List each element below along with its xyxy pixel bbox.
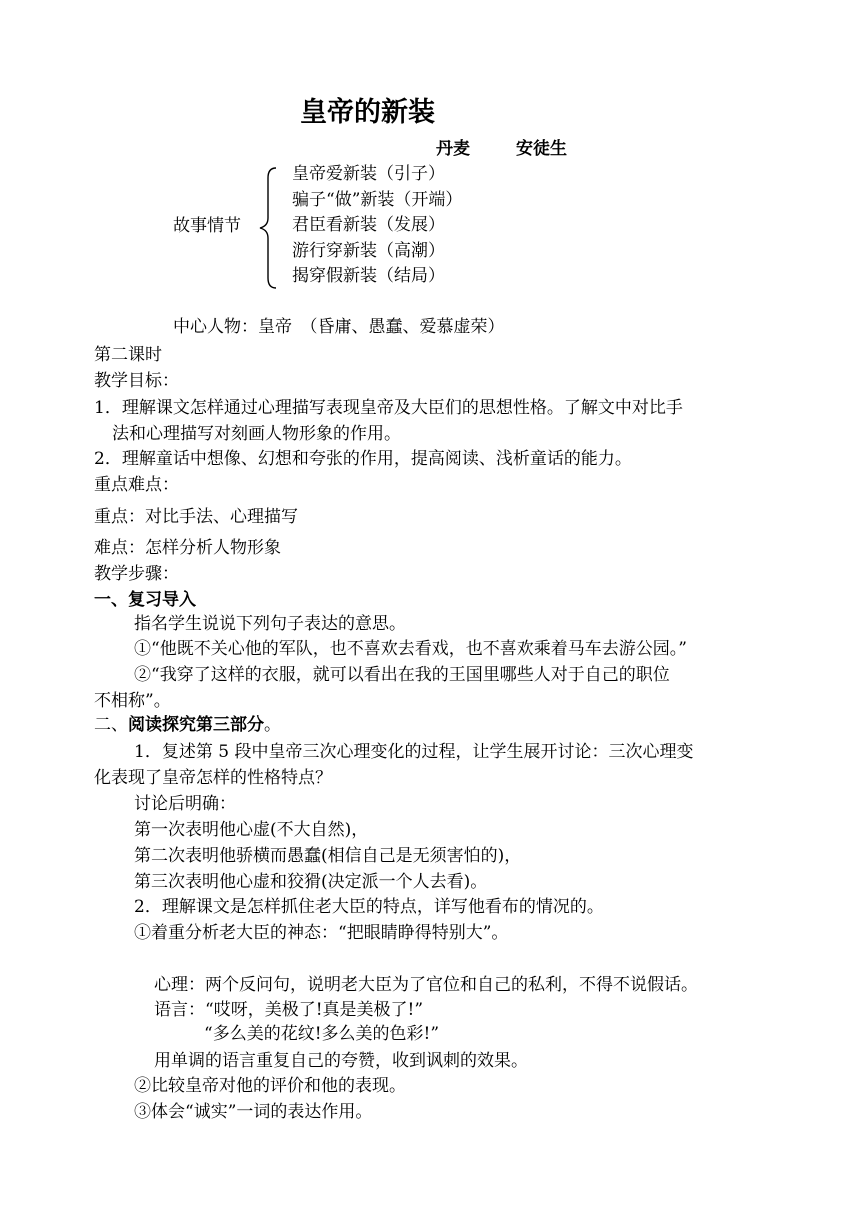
step-2-suffix: 。	[264, 715, 281, 735]
step-1-text: 指名学生说说下列句子表达的意思。	[134, 614, 406, 634]
author-country: 丹麦	[436, 139, 470, 159]
question-2: 2．理解课文是怎样抓住老大臣的特点，详写他看布的情况的。	[134, 897, 604, 917]
lesson-label: 第二课时	[94, 345, 162, 365]
brace-icon	[256, 166, 280, 290]
question-1-line-1: 1．复述第 5 段中皇帝三次心理变化的过程，让学生展开讨论：三次心理变	[134, 742, 694, 762]
central-character: 中心人物：皇帝 （昏庸、愚蠢、爱慕虚荣）	[173, 317, 505, 337]
step-2-prefix: 二、	[94, 715, 128, 735]
plot-label: 故事情节	[173, 216, 241, 236]
quote-2-line-2: 不相称”。	[94, 691, 171, 711]
plot-item-5: 揭穿假新装（结局）	[292, 266, 445, 286]
goal-1-line-1: 1．理解课文怎样通过心理描写表现皇帝及大臣们的思想性格。了解文中对比手	[94, 398, 683, 418]
second-change: 第二次表明他骄横而愚蠢(相信自己是无须害怕的)，	[134, 846, 522, 866]
speech-line-2: “多么美的花纹!多么美的色彩!”	[204, 1024, 440, 1044]
psychology-note: 心理：两个反问句，说明老大臣为了官位和自己的私利，不得不说假话。	[154, 975, 698, 995]
plot-item-1: 皇帝爱新装（引子）	[292, 164, 445, 184]
speech-line-1: 语言：“哎呀，美极了!真是美极了!”	[154, 1000, 424, 1020]
question-2-point-1: ①着重分析老大臣的神态：“把眼睛睁得特别大”。	[134, 923, 509, 943]
plot-item-3: 君臣看新装（发展）	[292, 215, 445, 235]
step-1-heading: 一、复习导入	[94, 590, 196, 610]
quote-1: ①“他既不关心他的军队，也不喜欢去看戏，也不喜欢乘着马车去游公园。”	[134, 639, 687, 659]
discussion-label: 讨论后明确：	[134, 794, 236, 814]
key-point: 重点：对比手法、心理描写	[94, 507, 298, 527]
document-title: 皇帝的新装	[300, 97, 435, 128]
goal-1-line-2: 法和心理描写对刻画人物形象的作用。	[112, 424, 401, 444]
plot-item-4: 游行穿新装（高潮）	[292, 241, 445, 261]
question-2-point-2: ②比较皇帝对他的评价和他的表现。	[134, 1076, 406, 1096]
question-2-point-3: ③体会“诚实”一词的表达作用。	[134, 1102, 373, 1122]
step-2-heading	[94, 714, 281, 736]
key-heading: 重点难点：	[94, 475, 179, 495]
author-name: 安徒生	[516, 139, 567, 159]
quote-2-line-1: ②“我穿了这样的衣服，就可以看出在我的王国里哪些人对于自己的职位	[134, 665, 670, 685]
first-change: 第一次表明他心虚(不大自然)，	[134, 820, 369, 840]
third-change: 第三次表明他心虚和狡猾(决定派一个人去看)。	[134, 872, 488, 892]
question-1-line-2: 化表现了皇帝怎样的性格特点？	[94, 768, 332, 788]
goals-heading: 教学目标：	[94, 371, 179, 391]
steps-heading: 教学步骤：	[94, 564, 179, 584]
plot-item-2: 骗子“做”新装（开端）	[292, 190, 463, 210]
difficulty: 难点：怎样分析人物形象	[94, 538, 281, 558]
goal-2: 2．理解童话中想像、幻想和夸张的作用，提高阅读、浅析童话的能力。	[94, 449, 632, 469]
step-2-title: 阅读探究第三部分	[128, 715, 264, 735]
irony-note: 用单调的语言重复自己的夸赞，收到讽刺的效果。	[154, 1051, 528, 1071]
